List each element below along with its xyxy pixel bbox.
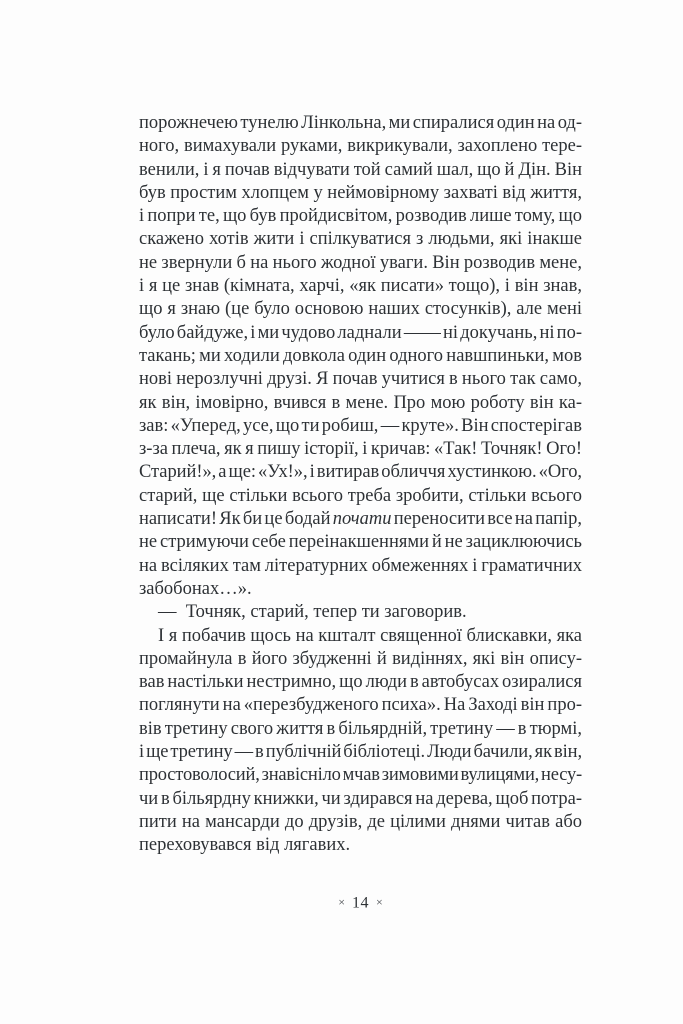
text-line — [139, 764, 582, 787]
text-line — [139, 834, 582, 857]
text-run: порожнечею тунелю Лінкольна, ми спиралися один на од- — [139, 113, 582, 133]
text-line-content — [158, 602, 467, 622]
text-line-content — [139, 579, 252, 599]
text-line — [139, 601, 582, 624]
text-run: поглянути на «перезбудженого психа». На Заході він про- — [139, 695, 582, 716]
text-line-content — [139, 276, 582, 296]
text-line — [139, 438, 582, 461]
text-line — [139, 485, 582, 508]
text-line — [139, 741, 582, 764]
text-line — [139, 718, 582, 741]
text-run: переховувався від лягавих. — [139, 835, 351, 856]
text-line-content — [139, 765, 582, 785]
text-line-content — [139, 160, 582, 180]
text-line — [139, 531, 582, 554]
text-run: старий, ще стільки всього треба зробити, стільки всього — [139, 485, 582, 506]
text-line-content — [139, 369, 582, 389]
text-run: що я знаю (це було основою наших стосунків), але мені — [139, 299, 582, 320]
text-line — [139, 205, 582, 228]
text-run: і попри те, що був пройдисвітом, розводив лише тому, що — [139, 206, 582, 227]
text-line-content — [139, 486, 582, 506]
text-line-content — [139, 346, 582, 366]
folio-page-number: 14 — [352, 894, 369, 912]
text-line-content — [139, 439, 582, 459]
text-line — [139, 578, 582, 601]
text-line-content — [158, 626, 582, 646]
text-run: вів третину свого життя в більярдній, третину — в тюрмі, — [139, 718, 582, 739]
text-run: і я це знав (кімната, харчі, «як писати» тощо), і він знав, — [139, 276, 582, 297]
text-line — [139, 252, 582, 275]
text-run: венили, і я почав відчувати той самий шал, що й Дін. Він — [139, 159, 582, 180]
text-run: не звернули б на нього жодної уваги. Він розводив мене, — [139, 252, 582, 273]
text-line-content — [139, 299, 582, 319]
text-line-content — [139, 253, 582, 273]
text-line-content — [139, 695, 582, 715]
folio-marker-right: × — [376, 895, 383, 909]
text-line — [139, 648, 582, 671]
text-run: простоволосий, знавісніло мчав зимовими вулицями, несу- — [139, 765, 583, 786]
text-run: був простим хлопцем у неймовірному захваті від життя, — [139, 182, 582, 203]
text-line-content — [139, 113, 582, 133]
text-line-content — [139, 812, 582, 832]
text-line — [139, 298, 582, 321]
text-run: вав настільки нестримно, що люди в автобусах озиралися — [139, 672, 582, 693]
italic-word: почати — [332, 509, 392, 530]
text-run: Старий!», а ще: «Ух!», і витирав обличчя хустинкою. «Ого, — [139, 462, 582, 483]
text-line-content — [139, 649, 582, 669]
text-line — [139, 671, 582, 694]
text-line-content — [139, 742, 582, 762]
text-line — [139, 788, 582, 811]
text-line — [139, 275, 582, 298]
text-run: промайнула в його збудженні й видіннях, які він опису- — [139, 648, 582, 669]
text-run: на всіляких там літературних обмеженнях і граматичних — [139, 555, 582, 576]
text-line — [139, 508, 582, 531]
folio-marker-left: × — [338, 895, 345, 909]
text-line — [139, 555, 582, 578]
text-line — [139, 392, 582, 415]
text-line-content — [139, 136, 582, 156]
text-line — [139, 135, 582, 158]
text-line — [139, 625, 582, 648]
text-line-content — [139, 719, 582, 739]
text-line — [139, 182, 582, 205]
text-line-content — [139, 416, 582, 436]
text-run: не стримуючи себе переінакшеннями й не зациклюючись — [139, 532, 582, 553]
text-line — [139, 811, 582, 834]
page-footer — [139, 892, 582, 914]
text-line-content — [139, 556, 582, 576]
text-line — [139, 461, 582, 484]
text-run: і ще третину — в публічній бібліотеці. Люди бачили, як він, — [139, 742, 582, 763]
text-line — [139, 694, 582, 717]
text-line — [139, 415, 582, 438]
text-run: чи в більярдну книжки, чи здирався на дерева, щоб потра- — [139, 788, 582, 809]
text-run: забобонах…». — [139, 578, 252, 599]
text-run: переносити все на папір, — [391, 509, 583, 530]
text-line-content — [139, 183, 582, 203]
text-run: — Точняк, старий, тепер ти заговорив. — [158, 602, 467, 623]
text-run: як він, імовірно, вчився в мене. Про мою роботу він ка- — [139, 392, 582, 413]
text-line-content — [139, 229, 582, 249]
text-line-content — [139, 532, 582, 552]
text-line — [139, 112, 582, 135]
text-run: було байдуже, і ми чудово ладнали —— ні докучань, ні по- — [139, 322, 582, 343]
text-line — [139, 159, 582, 182]
text-run: з-за плеча, як я пишу історії, і кричав: «Так! Точняк! Ого! — [139, 439, 582, 460]
text-line-content — [139, 835, 350, 855]
text-run: ного, вимахували руками, викрикували, захоплено тере- — [139, 136, 582, 157]
text-run: зав: «Уперед, усе, що ти робиш, — круте». Він спостерігав — [139, 415, 582, 436]
text-line-content — [139, 509, 582, 529]
text-line-content — [139, 393, 582, 413]
text-line-content — [139, 672, 582, 692]
text-run: І я побачив щось на кшталт священної блискавки, яка — [158, 625, 582, 646]
text-line-content — [139, 206, 582, 226]
text-line-content — [139, 462, 582, 482]
text-line — [139, 345, 582, 368]
text-line-content — [139, 789, 582, 809]
text-run: скажено хотів жити і спілкуватися з людьми, які інакше — [139, 229, 582, 250]
text-line — [139, 368, 582, 391]
text-run: пити на мансарди до друзів, де цілими днями читав або — [139, 811, 582, 832]
text-line-content — [139, 323, 582, 343]
text-run: нові нерозлучні друзі. Я почав учитися в нього так само, — [139, 369, 582, 390]
text-run: такань; ми ходили довкола один одного навшпиньки, мов — [139, 345, 582, 366]
text-line — [139, 322, 582, 345]
text-line — [139, 228, 582, 251]
body-text — [139, 112, 582, 858]
text-run: написати! Як би це бодай — [139, 509, 333, 530]
